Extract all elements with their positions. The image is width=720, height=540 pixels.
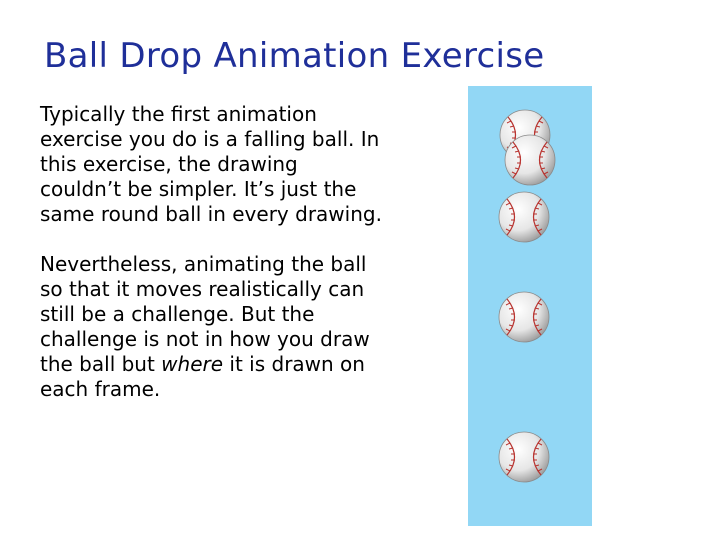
text-line: couldn’t be simpler. It’s just the <box>40 177 357 201</box>
baseball-icon <box>499 432 549 482</box>
text-line: Typically the first animation <box>40 102 317 126</box>
paragraph-challenge <box>40 252 460 402</box>
baseball-icon <box>505 135 555 185</box>
text-segment: the ball but <box>40 352 162 376</box>
ball-drop-illustration <box>468 86 592 526</box>
slide-title: Ball Drop Animation Exercise <box>44 36 545 76</box>
text-line <box>40 352 460 377</box>
ball-frames <box>468 86 592 526</box>
paragraph-intro <box>40 102 460 227</box>
baseball-icon <box>499 192 549 242</box>
text-line: this exercise, the drawing <box>40 152 298 176</box>
text-line: still be a challenge. But the <box>40 302 315 326</box>
emphasis-where: where <box>161 352 224 376</box>
text-segment: it is drawn on <box>223 352 365 376</box>
text-line: challenge is not in how you draw <box>40 327 370 351</box>
baseball-icon <box>499 292 549 342</box>
text-line: each frame. <box>40 377 161 401</box>
body-text <box>40 102 460 427</box>
text-line: Nevertheless, animating the ball <box>40 252 367 276</box>
text-line: same round ball in every drawing. <box>40 202 382 226</box>
text-line: so that it moves realistically can <box>40 277 365 301</box>
text-line: exercise you do is a falling ball. In <box>40 127 380 151</box>
